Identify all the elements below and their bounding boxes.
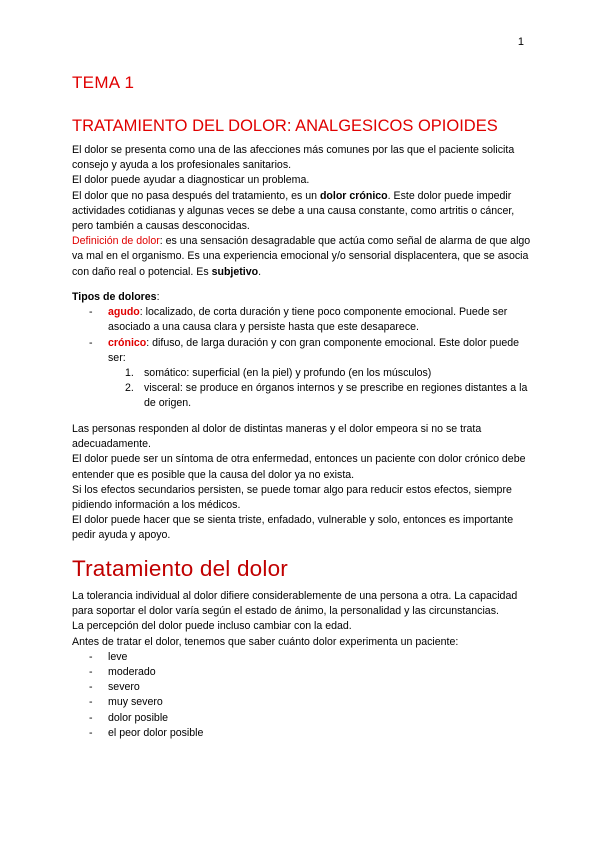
tratamiento-paragraph-2: La percepción del dolor puede incluso cambiar con la edad. bbox=[72, 620, 352, 633]
definition-text: : es una sensación desagradable que actúa como señal de alarma de que algo va mal en el organismo. Es una experiencia emocional y/o sensorial displacentera, que se asocia con daño real o potencial. Es bbox=[72, 235, 531, 278]
subtype-number: 1. bbox=[125, 367, 134, 380]
tipos-list bbox=[72, 305, 534, 411]
tipos-heading-colon: : bbox=[156, 291, 160, 303]
definition-paragraph bbox=[72, 234, 534, 280]
subtype-text: somático: superficial (en la piel) y profundo (en los músculos) bbox=[144, 367, 432, 380]
pain-level-item: - el peor dolor posible bbox=[72, 726, 534, 741]
tratamiento-heading: Tratamiento del dolor bbox=[72, 556, 288, 581]
response-section bbox=[72, 422, 534, 544]
agudo-label: agudo bbox=[108, 306, 140, 319]
definition-bold: subjetivo bbox=[211, 265, 259, 278]
definition-end: . bbox=[258, 265, 262, 278]
page-number: 1 bbox=[517, 36, 524, 48]
intro-p3-before: El dolor que no pasa después del tratamiento, es un bbox=[72, 189, 320, 202]
intro-section bbox=[72, 143, 534, 280]
intro-paragraph-2: El dolor puede ayudar a diagnosticar un problema. bbox=[72, 174, 310, 187]
pain-levels-list bbox=[72, 650, 534, 741]
cronico-label: crónico bbox=[108, 336, 147, 349]
tipos-section bbox=[72, 290, 534, 412]
dolor-cronico-bold: dolor crónico bbox=[319, 189, 388, 202]
tratamiento-paragraph-1: La tolerancia individual al dolor difiere considerablemente de una persona a otra. La capacidad para soportar el dolor varía según el estado de ánimo, la personalidad y las circunstancias. bbox=[72, 590, 518, 618]
response-paragraph-1: Las personas responden al dolor de distintas maneras y el dolor empeora si no se trata adecuadamente. bbox=[72, 423, 482, 451]
tema-heading: TEMA 1 bbox=[72, 73, 135, 92]
cronico-subtypes bbox=[108, 366, 534, 412]
agudo-text: : localizado, de corta duración y tiene poco componente emocional. Puede ser asociado a una causa clara y persiste hasta que este desaparece. bbox=[108, 306, 508, 334]
pain-level-item: - severo bbox=[72, 680, 534, 695]
cronico-text: : difuso, de larga duración y con gran componente emocional. Este dolor puede ser: bbox=[108, 336, 520, 364]
pain-level-item: - muy severo bbox=[72, 695, 534, 710]
tipos-heading-label: Tipos de dolores bbox=[72, 291, 157, 303]
pain-level-item: - moderado bbox=[72, 665, 534, 680]
main-title: TRATAMIENTO DEL DOLOR: ANALGESICOS OPIOIDES bbox=[72, 117, 498, 135]
response-paragraph-2: El dolor puede ser un síntoma de otra enfermedad, entonces un paciente con dolor crónico debe entender que es posible que la causa del dolor ya no exista. bbox=[72, 453, 526, 481]
intro-p3-after: . Este dolor puede impedir actividades cotidianas y algunas veces se debe a una causa constante, como artritis o cáncer, pero también a causas desconocidas. bbox=[72, 189, 515, 233]
subtype-number: 2. bbox=[125, 382, 134, 395]
subtype-item bbox=[108, 381, 534, 411]
list-item-cronico bbox=[72, 336, 534, 412]
pain-level-item: - leve bbox=[72, 650, 534, 665]
subtype-item bbox=[108, 366, 534, 381]
tratamiento-section bbox=[72, 589, 534, 741]
response-paragraph-4: El dolor puede hacer que se sienta triste, enfadado, vulnerable y solo, entonces es importante pedir ayuda y apoyo. bbox=[72, 514, 514, 542]
pain-level-item: - dolor posible bbox=[72, 711, 534, 726]
list-item-agudo bbox=[72, 305, 534, 335]
intro-paragraph-3 bbox=[72, 189, 534, 235]
tratamiento-paragraph-3: Antes de tratar el dolor, tenemos que saber cuánto dolor experimenta un paciente: bbox=[72, 635, 459, 648]
definition-label: Definición de dolor bbox=[72, 235, 160, 248]
response-paragraph-3: Si los efectos secundarios persisten, se puede tomar algo para reducir estos efectos, siempre pidiendo información a los médicos. bbox=[72, 483, 512, 512]
tipos-heading bbox=[72, 290, 534, 305]
subtype-text: visceral: se produce en órganos internos y se prescribe en regiones distantes a la de origen. bbox=[144, 382, 528, 410]
intro-paragraph-1: El dolor se presenta como una de las afecciones más comunes por las que el paciente solicita consejo y ayuda a los profesionales sanitarios. bbox=[72, 144, 515, 172]
